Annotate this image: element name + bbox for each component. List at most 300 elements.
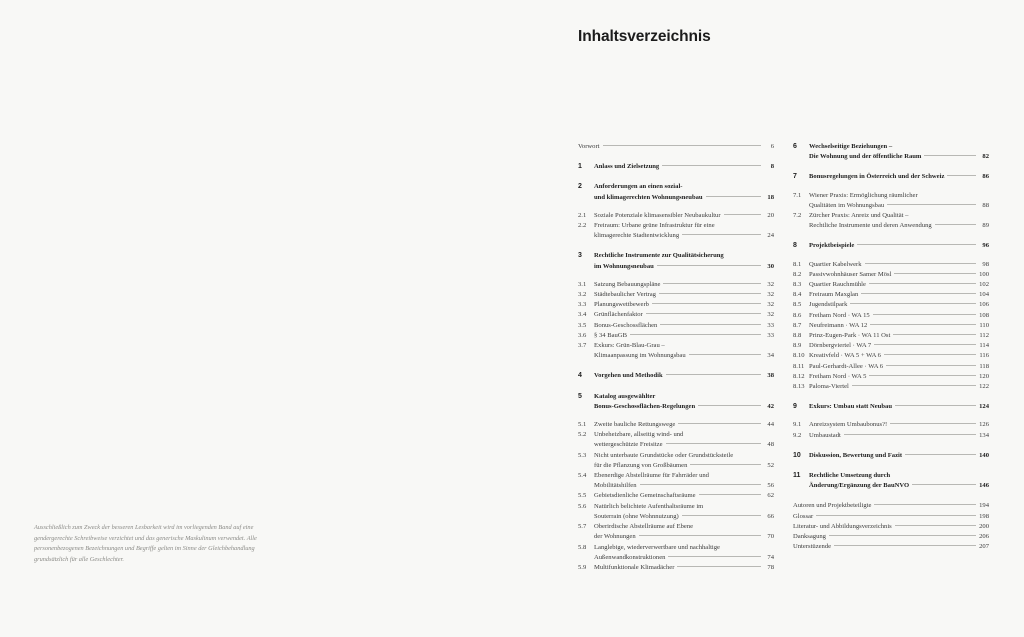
- toc-entry-title: Jugendstilpark: [809, 301, 848, 309]
- toc-entry[interactable]: [578, 331, 774, 341]
- toc-entry[interactable]: [793, 142, 989, 162]
- toc-entry-number: 10: [793, 451, 801, 459]
- toc-entry-title: Zweite bauliche Rettungswege: [594, 421, 676, 429]
- toc-entry-page: 118: [979, 362, 989, 370]
- toc-entry-title: Zürcher Praxis: Anreiz und Qualität –: [809, 212, 909, 220]
- toc-entry-line: [594, 262, 774, 272]
- toc-entry-line: [809, 191, 989, 201]
- toc-entry-page: 86: [982, 173, 989, 181]
- toc-entry-page: 33: [767, 321, 774, 329]
- toc-entry-line: [809, 270, 989, 280]
- toc-entry-page: 89: [982, 222, 989, 230]
- toc-entry-title: Unterstüzende: [793, 543, 832, 551]
- toc-entry-body: [594, 430, 774, 450]
- toc-entry[interactable]: [578, 321, 774, 331]
- toc-entry-title: Kreativfeld · WA 5 + WA 6: [809, 352, 881, 360]
- toc-entry-page: 96: [982, 242, 989, 250]
- toc-entry-page: 66: [767, 512, 774, 520]
- toc-entry-line: [594, 461, 774, 471]
- toc-entry[interactable]: [793, 351, 989, 361]
- leader-line: [894, 273, 976, 274]
- toc-entry[interactable]: [793, 300, 989, 310]
- toc-entry[interactable]: [793, 451, 989, 461]
- toc-entry-page: 206: [979, 533, 989, 541]
- leader-line: [890, 423, 976, 424]
- toc-column-right: [793, 142, 989, 553]
- toc-entry-body: [809, 420, 989, 430]
- toc-entry-body: [594, 251, 774, 271]
- toc-entry-title: Umbaustadt: [809, 431, 841, 439]
- toc-entry-title: Danksagung: [793, 533, 826, 541]
- toc-entry[interactable]: [793, 331, 989, 341]
- toc-entry[interactable]: [578, 341, 774, 361]
- toc-entry[interactable]: [578, 430, 774, 450]
- toc-entry[interactable]: [578, 420, 774, 430]
- toc-entry-page: 114: [979, 342, 989, 350]
- toc-entry-line: [809, 481, 989, 491]
- leader-line: [690, 464, 761, 465]
- spacer: [578, 412, 774, 420]
- toc-entry[interactable]: [578, 522, 774, 542]
- toc-entry-body: [809, 211, 989, 231]
- toc-entry-line: [594, 310, 774, 320]
- toc-entry[interactable]: [578, 221, 774, 241]
- toc-entry-number: 7.1: [793, 191, 802, 199]
- toc-entry-page: 32: [767, 311, 774, 319]
- toc-entry-line: [809, 382, 989, 392]
- toc-entry-number: 3.4: [578, 311, 587, 319]
- toc-entry[interactable]: [578, 471, 774, 491]
- leader-line: [662, 165, 761, 166]
- toc-entry[interactable]: [793, 522, 989, 532]
- toc-entry[interactable]: [793, 402, 989, 412]
- toc-entry-title: Natürlich belichtete Aufenthaltsräume im: [594, 502, 704, 510]
- toc-entry[interactable]: [793, 321, 989, 331]
- toc-entry-page: 82: [982, 153, 989, 161]
- toc-entry-number: 8.2: [793, 270, 802, 278]
- toc-entry-title: im Wohnungsneubau: [594, 262, 654, 270]
- toc-entry-title: Exkurs: Grün-Blau-Grau –: [594, 342, 665, 350]
- toc-entry-title: Klimaanpassung im Wohnungsbau: [594, 352, 686, 360]
- toc-entry-body: [594, 491, 774, 501]
- leader-line: [870, 324, 976, 325]
- toc-entry-title: Rechtliche Instrumente und deren Anwendung: [809, 222, 932, 230]
- leader-line: [886, 365, 976, 366]
- toc-entry-title: Glossar: [793, 512, 814, 520]
- toc-entry-title: Prinz-Eugen-Park · WA 11 Ost: [809, 332, 891, 340]
- toc-entry-line: [594, 341, 774, 351]
- toc-entry-body: [793, 532, 989, 542]
- spacer: [578, 241, 774, 251]
- toc-entry[interactable]: [578, 162, 774, 172]
- toc-entry-title: Paul-Gerhardt-Allee · WA 6: [809, 362, 884, 370]
- toc-entry[interactable]: [578, 280, 774, 290]
- spacer: [793, 412, 989, 420]
- toc-entry-page: 106: [979, 301, 989, 309]
- toc-entry-title: Unbeheizbare, allseitig wind- und: [594, 431, 684, 439]
- toc-entry-title: Anforderungen an einen sozial-: [594, 183, 683, 191]
- gender-disclaimer: Ausschließlich zum Zweck der besseren Lesbarkeit wird im vorliegenden Band auf eine gendergerechte Schreibweise verzichtet und das generische Maskulinum verwendet. Alle personenbezogenen Bezeichnungen und Begriffe gelten im Sinne der Gleichbehandlung grundsätzlich für alle Geschlechter.: [34, 524, 257, 563]
- toc-entry-title: und klimagerechten Wohnungsneubau: [594, 193, 703, 201]
- toc-entry-page: 6: [770, 143, 774, 150]
- toc-entry-line: [594, 543, 774, 553]
- toc-entry-page: 124: [979, 403, 989, 411]
- toc-entry-page: 44: [767, 421, 774, 429]
- toc-entry-line: [809, 402, 989, 412]
- toc-entry-number: 5.2: [578, 431, 587, 439]
- toc-entry-title: Souterrain (ohne Wohnnutzung): [594, 512, 679, 520]
- toc-entry-page: 78: [767, 563, 774, 571]
- leader-line: [869, 283, 976, 284]
- toc-entry-line: [793, 512, 989, 522]
- toc-entry-number: 8.8: [793, 332, 802, 340]
- toc-entry-line: [594, 211, 774, 221]
- toc-entry-line: [594, 321, 774, 331]
- toc-entry-body: [809, 280, 989, 290]
- spacer: [578, 382, 774, 392]
- toc-entry[interactable]: [793, 471, 989, 491]
- toc-entry-body: [809, 341, 989, 351]
- toc-entry[interactable]: [793, 270, 989, 280]
- toc-entry-body: [809, 321, 989, 331]
- toc-entry-title: Mobilitätshilfen: [594, 482, 637, 490]
- leader-line: [829, 535, 976, 536]
- toc-entry-line: [594, 481, 774, 491]
- leader-line: [924, 155, 976, 156]
- toc-entry-page: 62: [767, 492, 774, 500]
- toc-entry-body: [594, 420, 774, 430]
- toc-entry-title: Freiraum: Urbane grüne Infrastruktur für eine: [594, 222, 715, 230]
- toc-entry[interactable]: [578, 300, 774, 310]
- toc-entry[interactable]: [793, 420, 989, 430]
- toc-entry-page: 102: [979, 281, 989, 289]
- toc-entry-number: 9.1: [793, 421, 802, 429]
- spacer: [578, 152, 774, 162]
- toc-entry-title: Gebietsdienliche Gemeinschaftsräume: [594, 492, 696, 500]
- leader-line: [850, 303, 976, 304]
- toc-entry-body: [809, 351, 989, 361]
- leader-line: [895, 405, 976, 406]
- toc-entry-line: [809, 351, 989, 361]
- toc-entry-number: 8.10: [793, 352, 805, 360]
- leader-line: [874, 344, 976, 345]
- leader-line: [865, 263, 976, 264]
- toc-entry-page: 20: [767, 211, 774, 219]
- leader-line: [912, 484, 976, 485]
- toc-entry-page: 200: [979, 522, 989, 530]
- toc-entry-page: 98: [982, 260, 989, 268]
- toc-entry[interactable]: [793, 542, 989, 552]
- toc-entry-body: [809, 191, 989, 211]
- spacer: [793, 183, 989, 191]
- toc-entry-page: 207: [979, 543, 989, 551]
- toc-entry-number: 7: [793, 173, 797, 181]
- toc-entry-title: Diskussion, Bewertung und Fazit: [809, 451, 903, 459]
- toc-entry-line: [809, 241, 989, 251]
- toc-entry-page: 32: [767, 280, 774, 288]
- toc-entry[interactable]: [578, 310, 774, 320]
- toc-entry[interactable]: [578, 451, 774, 471]
- toc-entry-page: 52: [767, 461, 774, 469]
- toc-entry[interactable]: [793, 241, 989, 251]
- toc-entry-number: 3.3: [578, 301, 587, 309]
- toc-entry-page: 18: [767, 193, 774, 201]
- toc-entry-title: Rechtliche Instrumente zur Qualitätsicherung: [594, 252, 724, 260]
- toc-entry-page: 100: [979, 270, 989, 278]
- toc-entry[interactable]: [793, 501, 989, 511]
- toc-entry[interactable]: [793, 191, 989, 211]
- toc-entry-number: 5.4: [578, 472, 587, 480]
- toc-entry[interactable]: [793, 311, 989, 321]
- toc-entry-line: [594, 402, 774, 412]
- toc-entry-number: 3.1: [578, 280, 587, 288]
- leader-line: [639, 535, 761, 536]
- toc-entry-body: [594, 221, 774, 241]
- toc-entry-number: 8.11: [793, 362, 805, 370]
- toc-entry-number: 2: [578, 183, 582, 191]
- toc-entry-line: [793, 501, 989, 511]
- toc-entry[interactable]: [793, 372, 989, 382]
- spacer: [578, 272, 774, 280]
- toc-entry[interactable]: [578, 392, 774, 412]
- toc-entry-title: Literatur- und Abbildungsverzeichnis: [793, 522, 892, 530]
- toc-entry-body: [809, 471, 989, 491]
- toc-entry-page: 32: [767, 291, 774, 299]
- toc-entry-title: Langlebige, wiederverwertbare und nachhaltige: [594, 543, 720, 551]
- toc-entry-title: Anlass und Zielsetzung: [594, 163, 660, 171]
- leader-line: [895, 525, 976, 526]
- toc-entry-line: [594, 420, 774, 430]
- leader-line: [852, 385, 976, 386]
- toc-entry-body: [809, 142, 989, 162]
- toc-entry-title: Freiraum Maxglan: [809, 291, 859, 299]
- toc-entry-page: 122: [979, 383, 989, 391]
- spacer: [578, 361, 774, 371]
- toc-entry[interactable]: [578, 543, 774, 563]
- toc-entry-body: [594, 522, 774, 542]
- toc-entry[interactable]: [793, 431, 989, 441]
- toc-entry-page: 70: [767, 533, 774, 541]
- leader-line: [668, 556, 761, 557]
- toc-entry-body: [793, 512, 989, 522]
- page-title: Inhaltsverzeichnis: [578, 28, 711, 45]
- toc-entry-line: [594, 532, 774, 542]
- toc-entry-number: 8: [793, 242, 797, 250]
- toc-entry-title: Projektbeispiele: [809, 242, 855, 250]
- toc-entry-line: [594, 251, 774, 261]
- toc-entry-line: [594, 430, 774, 440]
- toc-entry-number: 9: [793, 403, 797, 411]
- toc-entry-number: 1: [578, 163, 582, 171]
- toc-entry-line: [809, 152, 989, 162]
- toc-entry-body: [793, 542, 989, 552]
- toc-entry-title: Dörnbergviertel · WA 7: [809, 342, 872, 350]
- toc-entry-title: Quartier Rauchmühle: [809, 281, 866, 289]
- toc-entry[interactable]: [793, 382, 989, 392]
- toc-entry-line: [809, 290, 989, 300]
- toc-entry-number: 8.13: [793, 383, 805, 391]
- toc-entry-title: Paloma-Viertel: [809, 383, 849, 391]
- toc-entry-body: [578, 142, 774, 152]
- toc-entry-number: 2.1: [578, 211, 587, 219]
- toc-entry-body: [594, 451, 774, 471]
- toc-entry-line: [594, 182, 774, 192]
- toc-entry[interactable]: [578, 502, 774, 522]
- toc-entry-page: 146: [979, 482, 989, 490]
- toc-entry[interactable]: [793, 280, 989, 290]
- toc-entry-title: Bonus-Geschossflächen-Regelungen: [594, 402, 696, 410]
- leader-line: [935, 224, 976, 225]
- toc-entry-page: 74: [767, 553, 774, 561]
- toc-entry[interactable]: [793, 172, 989, 182]
- leader-line: [698, 405, 761, 406]
- toc-entry-title: Grünflächenfaktor: [594, 311, 643, 319]
- toc-entry[interactable]: [793, 532, 989, 542]
- toc-column-left: [578, 142, 774, 573]
- toc-entry-title: Satzung Bebauungspläne: [594, 280, 661, 288]
- toc-entry-line: [594, 471, 774, 481]
- toc-entry-body: [594, 392, 774, 412]
- toc-entry-page: 24: [767, 232, 774, 240]
- toc-entry-number: 5.5: [578, 492, 587, 500]
- toc-entry[interactable]: [578, 251, 774, 271]
- toc-entry-number: 5: [578, 392, 582, 400]
- toc-entry[interactable]: [578, 142, 774, 152]
- toc-entry[interactable]: [793, 362, 989, 372]
- toc-entry-title: Rechtliche Umsetzung durch: [809, 472, 891, 480]
- toc-entry-line: [809, 142, 989, 152]
- toc-entry-body: [594, 280, 774, 290]
- leader-line: [660, 324, 761, 325]
- toc-entry[interactable]: [793, 341, 989, 351]
- toc-entry-body: [809, 382, 989, 392]
- toc-entry-line: [793, 522, 989, 532]
- toc-entry-page: 110: [979, 321, 989, 329]
- leader-line: [678, 423, 761, 424]
- toc-entry-title: Neufreimann · WA 12: [809, 321, 868, 329]
- toc-entry-line: [793, 542, 989, 552]
- toc-entry-number: 8.3: [793, 281, 802, 289]
- toc-entry-number: 8.6: [793, 311, 802, 319]
- toc-entry-page: 34: [767, 352, 774, 360]
- toc-entry[interactable]: [793, 290, 989, 300]
- spacer: [793, 441, 989, 451]
- toc-entry-line: [809, 201, 989, 211]
- toc-entry-title: Wiener Praxis: Ermöglichung räumlicher: [809, 191, 918, 199]
- toc-entry-body: [594, 331, 774, 341]
- toc-entry-number: 5.3: [578, 451, 587, 459]
- toc-entry-line: [809, 221, 989, 231]
- toc-entry-title: § 34 BauGB: [594, 331, 627, 339]
- toc-entry-page: 104: [979, 291, 989, 299]
- leader-line: [640, 484, 762, 485]
- toc-entry-title: Vorgehen und Methodik: [594, 372, 663, 380]
- toc-entry-number: 8.9: [793, 342, 802, 350]
- toc-entry-body: [594, 341, 774, 361]
- toc-entry-body: [809, 241, 989, 251]
- toc-entry-line: [809, 372, 989, 382]
- toc-entry-title: Freiham Nord · WA 5: [809, 372, 867, 380]
- leader-line: [630, 334, 761, 335]
- toc-entry-line: [809, 311, 989, 321]
- leader-line: [682, 234, 761, 235]
- toc-entry-line: [594, 491, 774, 501]
- leader-line: [844, 434, 976, 435]
- leader-line: [905, 454, 976, 455]
- toc-entry-line: [594, 512, 774, 522]
- toc-entry-title: Soziale Potenziale klimasensibler Neubaukultur: [594, 211, 721, 219]
- toc-entry-number: 5.1: [578, 421, 587, 429]
- toc-entry[interactable]: [578, 491, 774, 501]
- spacer: [793, 231, 989, 241]
- leader-line: [887, 204, 976, 205]
- toc-entry[interactable]: [578, 563, 774, 573]
- toc-entry-page: 33: [767, 331, 774, 339]
- toc-entry-line: [594, 392, 774, 402]
- toc-entry-body: [594, 162, 774, 172]
- toc-entry-title: Autoren und Projektbeteiligte: [793, 502, 872, 510]
- toc-entry-number: 3.7: [578, 342, 587, 350]
- leader-line: [603, 145, 762, 146]
- toc-entry-body: [793, 522, 989, 532]
- toc-entry-body: [594, 321, 774, 331]
- toc-entry[interactable]: [793, 260, 989, 270]
- toc-entry-body: [809, 362, 989, 372]
- toc-entry-body: [809, 451, 989, 461]
- toc-entry-number: 9.2: [793, 431, 802, 439]
- toc-entry[interactable]: [793, 512, 989, 522]
- toc-entry-page: 112: [979, 332, 989, 340]
- leader-line: [666, 443, 761, 444]
- toc-entry-line: [594, 331, 774, 341]
- toc-entry-title: Katalog ausgewählter: [594, 392, 656, 400]
- toc-entry[interactable]: [578, 211, 774, 221]
- toc-entry-number: 6: [793, 143, 797, 150]
- toc-entry-body: [594, 211, 774, 221]
- toc-entry-title: Oberirdische Abstellräume auf Ebene: [594, 523, 694, 531]
- toc-entry-number: 11: [793, 472, 801, 480]
- toc-entry-page: 42: [767, 402, 774, 410]
- toc-entry-page: 134: [979, 431, 989, 439]
- toc-entry-line: [594, 290, 774, 300]
- toc-entry-title: Passivwohnhäuser Samer Mösl: [809, 270, 892, 278]
- toc-entry-title: Änderung/Ergänzung der BauNVO: [809, 482, 910, 490]
- toc-entry-line: [809, 341, 989, 351]
- toc-entry-number: 3.6: [578, 331, 587, 339]
- toc-entry-title: für die Pflanzung von Großbäumen: [594, 461, 688, 469]
- toc-entry-page: 120: [979, 372, 989, 380]
- toc-entry-page: 32: [767, 301, 774, 309]
- toc-entry[interactable]: [578, 182, 774, 202]
- toc-entry[interactable]: [578, 290, 774, 300]
- leader-line: [646, 313, 761, 314]
- spacer: [578, 203, 774, 211]
- toc-entry-title: Wechselseitige Beziehungen –: [809, 143, 893, 150]
- toc-entry-line: [809, 260, 989, 270]
- toc-entry-line: [594, 231, 774, 241]
- toc-entry[interactable]: [578, 371, 774, 381]
- leader-line: [893, 334, 976, 335]
- toc-entry-page: 56: [767, 482, 774, 490]
- toc-entry-title: Ebenerdige Abstellräume für Fahrräder und: [594, 472, 709, 480]
- toc-entry-body: [809, 290, 989, 300]
- toc-entry-line: [594, 300, 774, 310]
- leader-line: [682, 515, 761, 516]
- toc-entry-body: [809, 331, 989, 341]
- leader-line: [857, 244, 976, 245]
- leader-line: [947, 175, 976, 176]
- toc-entry[interactable]: [793, 211, 989, 231]
